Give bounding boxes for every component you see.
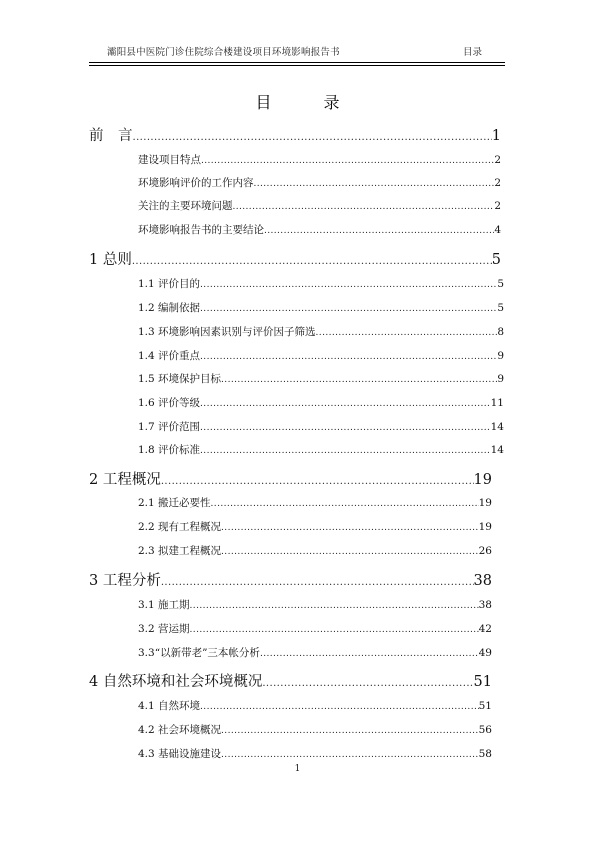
toc-entry-page: 11	[490, 397, 504, 409]
toc-entry-page: 14	[490, 444, 504, 456]
toc-entry[interactable]	[138, 519, 492, 534]
toc-entry[interactable]	[138, 722, 492, 737]
toc-leader-dots	[200, 280, 497, 290]
header-section-label: 目录	[462, 47, 482, 58]
toc-entry-chapter-4[interactable]	[89, 670, 492, 691]
toc-entry-page: 56	[478, 724, 492, 736]
toc-leader-dots	[200, 352, 497, 362]
toc-entry-page: 51	[478, 700, 492, 712]
toc-entry[interactable]	[138, 698, 492, 713]
toc-entry-label: 关注的主要环境问题	[138, 200, 233, 212]
toc-entry[interactable]	[138, 395, 504, 410]
toc-entry-label: 1.8 评价标准	[138, 444, 201, 456]
toc-entry-page: 2	[494, 154, 501, 166]
toc-entry-label: 2.3 拟建工程概况	[138, 545, 222, 557]
toc-leader-dots	[233, 202, 495, 212]
toc-entry[interactable]	[138, 198, 501, 213]
toc-leader-dots	[190, 601, 479, 611]
toc-entry[interactable]	[138, 371, 504, 386]
toc-entry-label: 2.2 现有工程概况	[138, 521, 222, 533]
toc-leader-dots	[200, 304, 497, 314]
toc-entry[interactable]	[138, 597, 492, 612]
footer-page-number: 1	[294, 764, 301, 774]
toc-entry-label: 2 工程概况	[89, 472, 161, 488]
toc-entry-page: 38	[473, 573, 492, 589]
toc-entry-label: 1.5 环境保护目标	[138, 373, 222, 385]
toc-entry[interactable]	[138, 222, 501, 237]
toc-entry-label: 1 总则	[89, 252, 132, 268]
toc-leader-dots	[221, 523, 479, 533]
toc-entry-page: 5	[497, 278, 504, 290]
toc-entry[interactable]	[138, 419, 504, 434]
toc-entry-label: 1.3 环境影响因素识别与评价因子筛选	[138, 326, 316, 338]
toc-entry-label: 3.3“以新带老”三本帐分析	[138, 647, 260, 659]
header-thick-rule	[89, 62, 505, 63]
toc-entry-label: 1.1 评价目的	[138, 278, 201, 290]
toc-entry[interactable]	[138, 543, 492, 558]
toc-leader-dots	[132, 256, 492, 267]
toc-leader-dots	[200, 446, 491, 456]
toc-leader-dots	[161, 577, 474, 588]
toc-entry-page: 19	[478, 497, 492, 509]
toc-entry[interactable]	[138, 324, 504, 339]
toc-entry-label: 1.6 评价等级	[138, 397, 201, 409]
toc-entry-chapter-2[interactable]	[89, 468, 492, 489]
toc-heading: 目 录	[255, 93, 358, 112]
toc-leader-dots	[264, 226, 494, 236]
toc-entry[interactable]	[138, 152, 501, 167]
toc-entry-preface[interactable]	[89, 124, 501, 145]
header-document-title: 灞阳县中医院门诊住院综合楼建设项目环境影响报告书	[107, 47, 340, 58]
toc-entry-label: 4.1 自然环境	[138, 700, 201, 712]
toc-entry-label: 3.1 施工期	[138, 599, 190, 611]
toc-entry[interactable]	[138, 300, 504, 315]
toc-entry-label: 环境影响报告书的主要结论	[138, 224, 264, 236]
toc-leader-dots	[161, 476, 474, 487]
toc-entry[interactable]	[138, 645, 492, 660]
toc-entry[interactable]	[138, 746, 492, 761]
toc-entry-label: 3 工程分析	[89, 573, 161, 589]
toc-entry-chapter-1[interactable]	[89, 248, 501, 269]
toc-entry[interactable]	[138, 276, 504, 291]
toc-entry-chapter-3[interactable]	[89, 569, 492, 590]
toc-leader-dots	[221, 750, 479, 760]
toc-leader-dots	[190, 625, 479, 635]
toc-entry-page: 38	[478, 599, 492, 611]
running-header	[89, 44, 505, 58]
toc-entry-label: 1.7 评价范围	[138, 421, 201, 433]
toc-entry-page: 4	[494, 224, 501, 236]
toc-entry-label: 前 言	[89, 128, 133, 144]
toc-entry[interactable]	[138, 175, 501, 190]
toc-entry-label: 2.1 搬迁必要性	[138, 497, 211, 509]
toc-entry[interactable]	[138, 495, 492, 510]
toc-entry[interactable]	[138, 348, 504, 363]
toc-entry-page: 26	[478, 545, 492, 557]
toc-entry-label: 4 自然环境和社会环境概况	[89, 674, 263, 690]
toc-entry-label: 1.2 编制依据	[138, 302, 201, 314]
toc-leader-dots	[201, 156, 494, 166]
toc-entry-page: 51	[473, 674, 492, 690]
toc-leader-dots	[200, 423, 491, 433]
toc-entry-page: 58	[478, 748, 492, 760]
toc-entry-page: 49	[478, 647, 492, 659]
toc-leader-dots	[211, 499, 479, 509]
toc-entry-page: 19	[478, 521, 492, 533]
toc-leader-dots	[316, 328, 498, 338]
toc-leader-dots	[200, 399, 491, 409]
toc-entry-label: 4.3 基础设施建设	[138, 748, 222, 760]
toc-entry[interactable]	[138, 621, 492, 636]
toc-leader-dots	[262, 678, 473, 689]
toc-leader-dots	[200, 702, 479, 712]
toc-entry-page: 5	[497, 302, 504, 314]
toc-entry-page: 2	[494, 177, 501, 189]
toc-entry-page: 19	[473, 472, 492, 488]
toc-entry-page: 1	[491, 128, 501, 144]
toc-entry-label: 环境影响评价的工作内容	[138, 177, 254, 189]
toc-leader-dots	[254, 179, 495, 189]
toc-leader-dots	[221, 726, 479, 736]
toc-entry[interactable]	[138, 442, 504, 457]
header-thin-rule	[89, 65, 505, 66]
toc-entry-label: 3.2 营运期	[138, 623, 190, 635]
toc-entry-page: 5	[491, 252, 501, 268]
toc-leader-dots	[221, 375, 497, 385]
toc-entry-page: 42	[478, 623, 492, 635]
toc-leader-dots	[221, 547, 479, 557]
toc-entry-label: 建设项目特点	[138, 154, 201, 166]
toc-entry-label: 1.4 评价重点	[138, 350, 201, 362]
toc-leader-dots	[133, 132, 492, 143]
toc-leader-dots	[260, 649, 479, 659]
toc-entry-page: 8	[497, 326, 504, 338]
toc-entry-page: 9	[497, 373, 504, 385]
toc-entry-page: 2	[494, 200, 501, 212]
toc-entry-page: 9	[497, 350, 504, 362]
toc-entry-label: 4.2 社会环境概况	[138, 724, 222, 736]
toc-entry-page: 14	[490, 421, 504, 433]
